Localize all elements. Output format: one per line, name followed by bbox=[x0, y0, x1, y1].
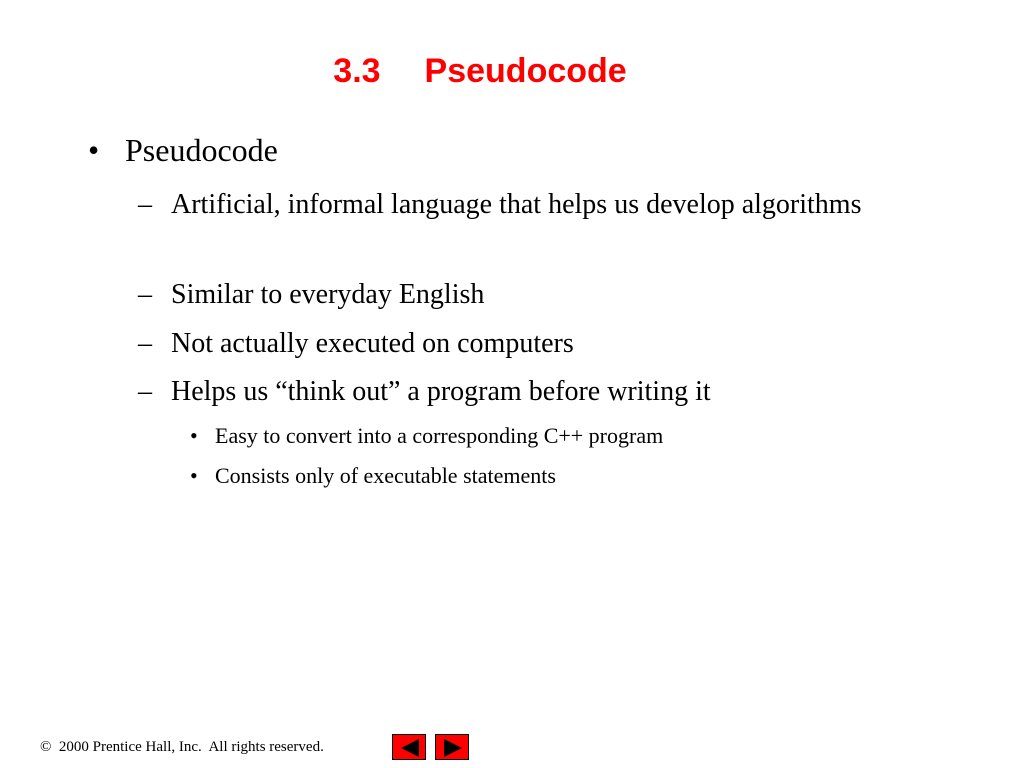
dash-marker: – bbox=[138, 279, 152, 310]
bullet-text: Artificial, informal language that helps us develop algorithms bbox=[171, 189, 862, 220]
bullet-text: Helps us “think out” a program before writing it bbox=[171, 376, 711, 407]
bullet-text: Pseudocode bbox=[125, 132, 278, 168]
title-text: Pseudocode bbox=[424, 52, 627, 90]
title-number: 3.3 bbox=[333, 52, 381, 90]
dash-marker: – bbox=[138, 189, 152, 220]
bullet-text: Not actually executed on computers bbox=[171, 328, 574, 359]
slide-title bbox=[0, 52, 960, 91]
bullet-text: Easy to convert into a corresponding C++ program bbox=[215, 423, 664, 448]
bullet-text: Similar to everyday English bbox=[171, 279, 485, 310]
copyright-footer: © 2000 Prentice Hall, Inc. All rights reserved. bbox=[40, 739, 324, 755]
next-slide-button[interactable] bbox=[435, 734, 469, 760]
left-arrow-icon bbox=[393, 735, 427, 761]
bullet-marker: • bbox=[88, 132, 100, 168]
dash-marker: – bbox=[138, 328, 152, 359]
right-arrow-icon bbox=[436, 735, 470, 761]
previous-slide-button[interactable] bbox=[392, 734, 426, 760]
bullet-marker: • bbox=[190, 423, 198, 448]
bullet-marker: • bbox=[190, 463, 198, 488]
bullet-text: Consists only of executable statements bbox=[215, 463, 556, 488]
dash-marker: – bbox=[138, 376, 152, 407]
